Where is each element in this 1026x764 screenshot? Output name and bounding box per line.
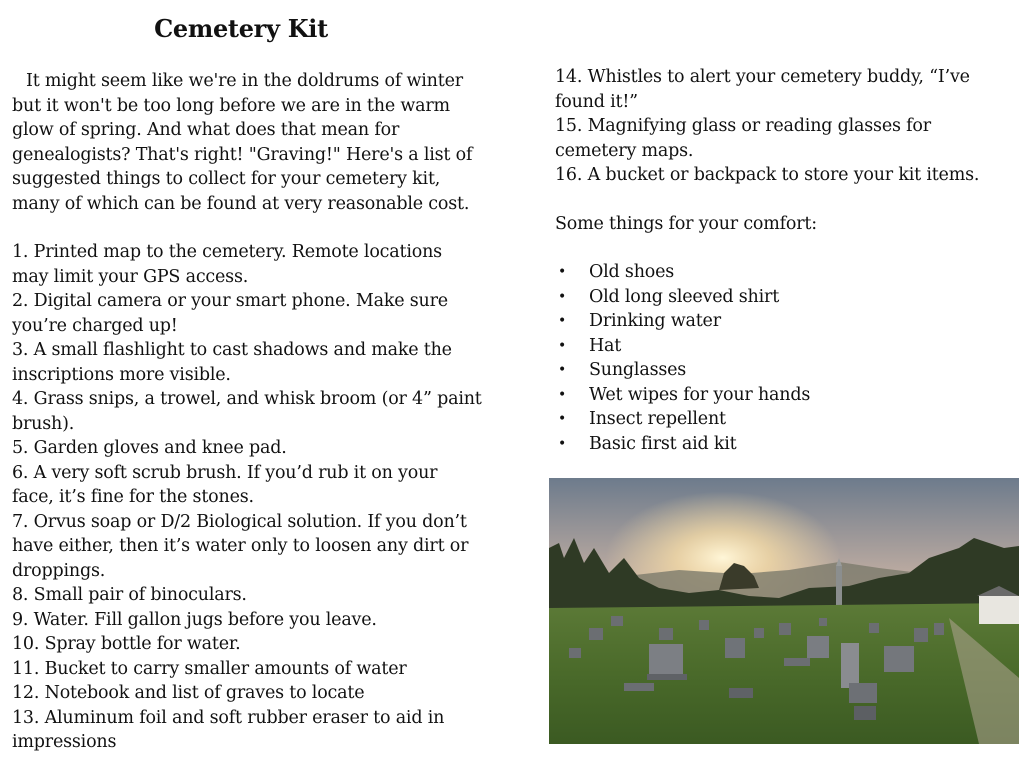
kit-list-part-2: [555, 65, 1015, 188]
list-item: 1. Printed map to the cemetery. Remote locations may limit your GPS access.: [12, 242, 442, 287]
bullet-text: Old long sleeved shirt: [589, 286, 780, 307]
list-item: 16. A bucket or backpack to store your kit items.: [555, 165, 980, 185]
bullet-text: Wet wipes for your hands: [589, 384, 811, 405]
bullet-item: [555, 260, 1015, 285]
bullet-item: [555, 285, 1015, 310]
bullet-item: [555, 309, 1015, 334]
intro-paragraph: It might seem like we're in the doldrums of winter but it won't be too long before we are in the warm glow of spring. And what does that mean for genealogists? That's right! "Graving!" Here's a list of suggested things to collect for your cemetery kit, many of which can be found at very reasonable cost.: [12, 71, 473, 214]
bullet-text: Hat: [589, 335, 622, 356]
kit-list-part-1: [12, 240, 482, 755]
bullet-text: Drinking water: [589, 311, 721, 331]
cemetery-sunset-image: [549, 478, 1019, 744]
bullet-icon: •: [558, 411, 567, 427]
comfort-list: [555, 260, 1015, 456]
page-title: Cemetery Kit: [154, 14, 328, 43]
bullet-text: Insect repellent: [589, 409, 726, 429]
list-item: 14. Whistles to alert your cemetery buddy, “I’ve found it!”: [555, 67, 970, 112]
bullet-item: [555, 358, 1015, 383]
list-item: 3. A small flashlight to cast shadows and make the inscriptions more visible.: [12, 340, 452, 385]
bullet-icon: •: [558, 435, 567, 452]
bullet-item: [555, 407, 1015, 432]
right-column: [555, 65, 1015, 456]
bullet-icon: •: [558, 362, 567, 378]
list-item: 15. Magnifying glass or reading glasses for cemetery maps.: [555, 116, 931, 161]
bullet-item: [555, 383, 1015, 408]
bullet-icon: •: [558, 313, 567, 329]
list-item: 9. Water. Fill gallon jugs before you leave.: [12, 609, 377, 630]
bullet-item: [555, 334, 1015, 359]
list-item: 8. Small pair of binoculars.: [12, 585, 247, 605]
bullet-text: Basic first aid kit: [589, 433, 737, 454]
bullet-text: Sunglasses: [589, 360, 687, 380]
list-item: 10. Spray bottle for water.: [12, 634, 241, 654]
bullet-text: Old shoes: [589, 262, 675, 282]
list-item: 12. Notebook and list of graves to locate: [12, 683, 365, 703]
bullet-icon: •: [558, 337, 567, 354]
list-item: 5. Garden gloves and knee pad.: [12, 438, 287, 458]
list-item: 7. Orvus soap or D/2 Biological solution. If you don’t have either, then it’s water only to loosen any dirt or droppings.: [12, 511, 469, 581]
list-item: 13. Aluminum foil and soft rubber eraser to aid in impressions: [12, 707, 445, 752]
list-item: 2. Digital camera or your smart phone. Make sure you’re charged up!: [12, 291, 448, 336]
bullet-icon: •: [558, 288, 567, 305]
list-item: 4. Grass snips, a trowel, and whisk broom (or 4” paint brush).: [12, 389, 482, 434]
left-column: [12, 69, 482, 755]
bullet-item: [555, 432, 1015, 457]
bullet-icon: •: [558, 264, 567, 280]
list-item: 6. A very soft scrub brush. If you’d rub it on your face, it’s fine for the stones.: [12, 462, 438, 507]
list-item: 11. Bucket to carry smaller amounts of water: [12, 658, 407, 679]
comfort-heading: Some things for your comfort:: [555, 213, 817, 234]
cemetery-photo: [549, 478, 1019, 744]
bullet-icon: •: [558, 386, 567, 403]
